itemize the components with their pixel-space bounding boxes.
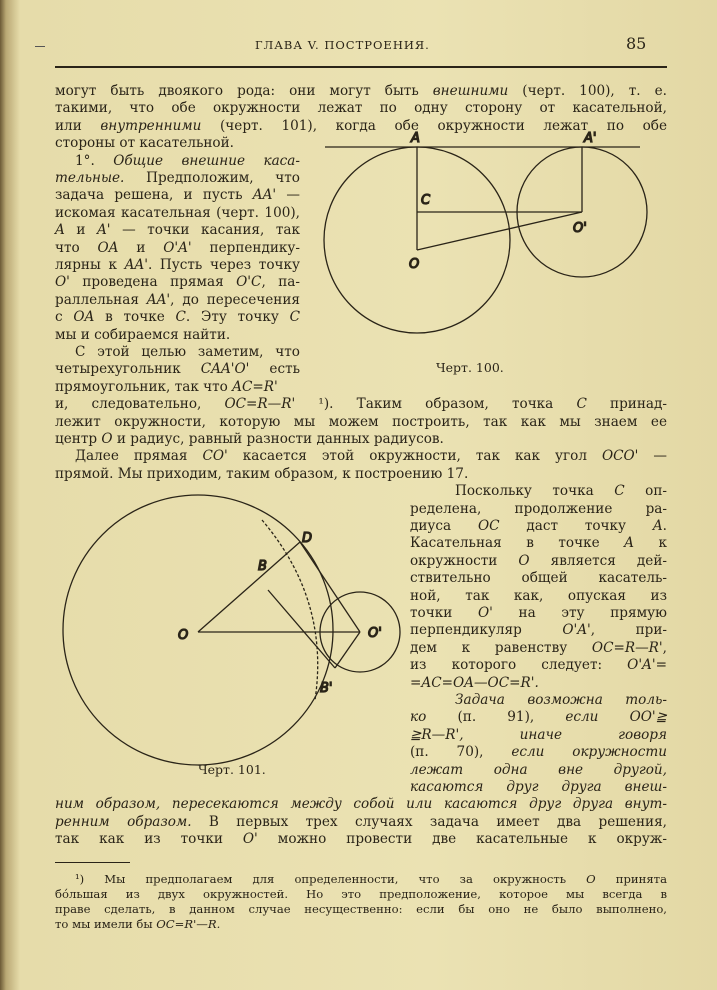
text: даст точку [499,518,653,534]
figure-100 [324,131,647,333]
text: лярны к [55,257,125,273]
label-b: B [258,559,267,574]
text-line [410,709,667,726]
text: С этой целью заметим, что [75,344,300,360]
text: — [276,187,300,203]
italic-text: AA' [252,187,277,203]
text [464,727,520,743]
italic-text: ≧R—R', [410,727,464,743]
text: (п. 91), [426,709,566,725]
text: — точки касания, так [110,222,300,238]
text: и [64,222,97,238]
italic-text: C [614,483,625,499]
text: праве сделать, в данном случае несущественно: если бы оно не было выполнено, [55,902,667,916]
text: , [662,640,667,656]
text-line [410,762,667,779]
text: раллельная [55,292,147,308]
italic-text: касаются друг друга внеш- [410,779,667,795]
text: то мы имели бы [55,917,157,931]
label-o: O [409,257,420,272]
text: четырехугольник [55,361,201,377]
italic-text: OO'≧ [629,709,667,725]
italic-text: O' [242,831,258,847]
text: можно провести две касательные к окруж- [257,831,667,847]
text: искомая касательная (черт. 100), [55,205,300,221]
text-line [410,727,667,744]
text: и [118,240,164,256]
text-line [55,257,300,274]
text-line [75,448,667,465]
italic-text: O'A' [562,622,591,638]
text: центр [55,431,102,447]
italic-text: =AC=OA—OC=R'. [410,675,539,691]
text-line [55,414,667,431]
text-line [410,622,667,639]
italic-text: OC=R—R' [591,640,663,656]
text-line [55,240,300,257]
italic-text: OCO' [601,448,639,464]
text-line [55,814,667,831]
italic-text: O' [477,605,493,621]
italic-text: AC=R' [232,379,278,395]
text: оп- [624,483,667,499]
text-line [410,588,667,605]
text-line [55,309,300,326]
italic-text: ко [410,709,427,725]
text: принад- [586,396,667,412]
text: или [55,118,101,134]
italic-text: C [289,309,301,325]
italic-text: иначе говоря [519,727,667,743]
text: прямой. Мы приходим, таким образом, к построению 17. [55,466,469,482]
text-line [410,518,667,535]
text-line [410,535,667,552]
auxiliary-arc [262,520,318,700]
text-line [55,292,300,309]
text-line [410,744,667,761]
text-line [410,675,667,692]
label-d: D [302,531,313,546]
italic-text: A [652,518,663,534]
text: перпендикуляр [410,622,563,638]
text-line [410,640,667,657]
italic-text: если окружности [511,744,667,760]
text: ствительно общей касатель- [410,570,667,586]
text-line [75,344,300,361]
text: . [662,518,667,534]
text: стороны от касательной. [55,135,234,151]
text: и радиус, равный разности данных радиусов. [112,431,444,447]
text: Поскольку точка [455,483,615,499]
footnote-line [55,917,667,932]
text-line [410,779,667,796]
italic-text: Задача возможна толь- [455,692,667,708]
text-line [455,692,667,709]
text: диуса [410,518,478,534]
text-line [55,118,667,135]
text: принята [595,872,667,886]
text: бóльшая из двух окружностей. Но это предположение, которое мы всегда в [55,887,667,901]
text: 1°. [75,153,114,169]
text-line [55,396,667,413]
italic-text: O [101,431,113,447]
italic-text: OA [97,240,119,256]
footnote-line [55,887,667,902]
italic-text: OC=R—R' [224,396,296,412]
italic-text: O'A' [163,240,192,256]
label-c: C [421,193,431,208]
figure-101 [63,495,400,765]
label-o: O [178,628,189,643]
italic-text: внешними [432,83,509,99]
italic-text: A [55,222,65,238]
text: является дей- [529,553,667,569]
circle-o [63,495,333,765]
text-line [55,831,667,848]
text: (п. 70), [410,744,512,760]
text-line [55,466,667,483]
figure-101-caption: Черт. 101. [198,762,266,777]
text: перпендику- [191,240,300,256]
italic-text: OC=R'—R. [156,917,221,931]
italic-text: O [518,553,530,569]
text: ¹). Таким образом, точка [295,396,577,412]
figure-100-caption: Черт. 100. [436,360,504,375]
italic-text: ним образом, пересекаются между собой или касаются друг друга внут- [55,796,667,812]
text-line [410,605,667,622]
text: (черт. 101), когда обе окружности лежат по обе [201,118,668,134]
text-line [55,327,300,344]
footnote-line [55,902,667,917]
running-header: ГЛАВА V. ПОСТРОЕНИЯ. [255,38,430,52]
text: ределена, продолжение ра- [410,501,667,517]
text: дем к равенству [410,640,592,656]
italic-text: Общие внешние каса- [113,153,300,169]
text-line [55,361,300,378]
segment-d-o-prime [300,542,360,632]
text: касается этой окружности, так как угол [227,448,602,464]
italic-text: лежат одна вне другой, [410,762,667,778]
page-number: 85 [626,34,647,53]
text-line [55,170,300,187]
text-line [75,153,300,170]
text: . Пусть через точку [147,257,300,273]
segment-b-prime-o-prime [335,632,360,668]
italic-text: C [576,396,587,412]
text: есть [249,361,300,377]
segment-oo-prime [417,212,582,250]
text-line [55,83,667,100]
italic-text: C [175,309,186,325]
text [598,709,629,725]
italic-text: O [586,872,596,886]
italic-text: A' [96,222,111,238]
text: и, следовательно, [55,396,225,412]
text: с [55,309,74,325]
italic-text: O'A'= [627,657,667,673]
text-line [55,222,300,239]
text: к [633,535,667,551]
text: Далее прямая [75,448,203,464]
text: проведена прямая [69,274,237,290]
italic-text: AA' [146,292,171,308]
text: ной, так как, опуская из [410,588,667,604]
text: такими, что обе окружности лежат по одну сторону от касательной, [55,100,667,116]
text: на эту прямую [492,605,667,621]
footnote-rule [55,862,130,863]
text-line [55,135,667,152]
text: , до пересечения [170,292,300,308]
text-line [55,187,300,204]
text-line [410,570,667,587]
footnote-line [75,872,667,887]
text: Предположим, что [124,170,300,186]
italic-text: CO' [202,448,228,464]
italic-text: CAA'O' [200,361,250,377]
text: задача решена, и пусть [55,187,253,203]
text: могут быть двоякого рода: они могут быть [55,83,433,99]
label-o-prime: O' [573,221,587,236]
segment-od [198,542,300,632]
text-line [55,796,667,813]
text-line [455,483,667,500]
text-line [55,205,300,222]
text: что [55,240,98,256]
text: так как из точки [55,831,243,847]
text-line [410,553,667,570]
text: прямоугольник, так что [55,379,233,395]
text: в точке [94,309,176,325]
italic-text: ренним образом. [55,814,192,830]
italic-text: OA [73,309,95,325]
italic-text: OC [477,518,500,534]
text: , при- [590,622,667,638]
text: — [638,448,667,464]
label-b-prime: B' [320,681,333,696]
text: окружности [410,553,519,569]
text-line [55,379,300,396]
text: В первых трех случаях задача имеет два решения, [191,814,667,830]
text-line [55,100,667,117]
tangent-bb-prime [268,590,335,668]
italic-text: тельные. [55,170,125,186]
italic-text: A [624,535,634,551]
text: мы и собираемся найти. [55,327,231,343]
label-a: A [411,131,420,146]
text: точки [410,605,478,621]
text-line [410,657,667,674]
text: лежит окружности, которую мы можем построить, так как мы знаем ее [55,414,667,430]
text: (черт. 100), т. е. [508,83,667,99]
text: ¹) Мы предполагаем для определенности, что за окружность [75,872,587,886]
label-a-prime: A' [584,131,597,146]
italic-text: внутренними [100,118,202,134]
text-line [410,501,667,518]
text: , па- [261,274,300,290]
text-line [55,274,300,291]
italic-text: AA' [124,257,148,273]
text: Касательная в точке [410,535,625,551]
italic-text: O' [55,274,70,290]
label-o-prime: O' [368,626,382,641]
text: . Эту точку [185,309,290,325]
italic-text: O'C [236,274,262,290]
italic-text: если [565,709,599,725]
text: из которого следует: [410,657,628,673]
text-line [55,431,667,448]
